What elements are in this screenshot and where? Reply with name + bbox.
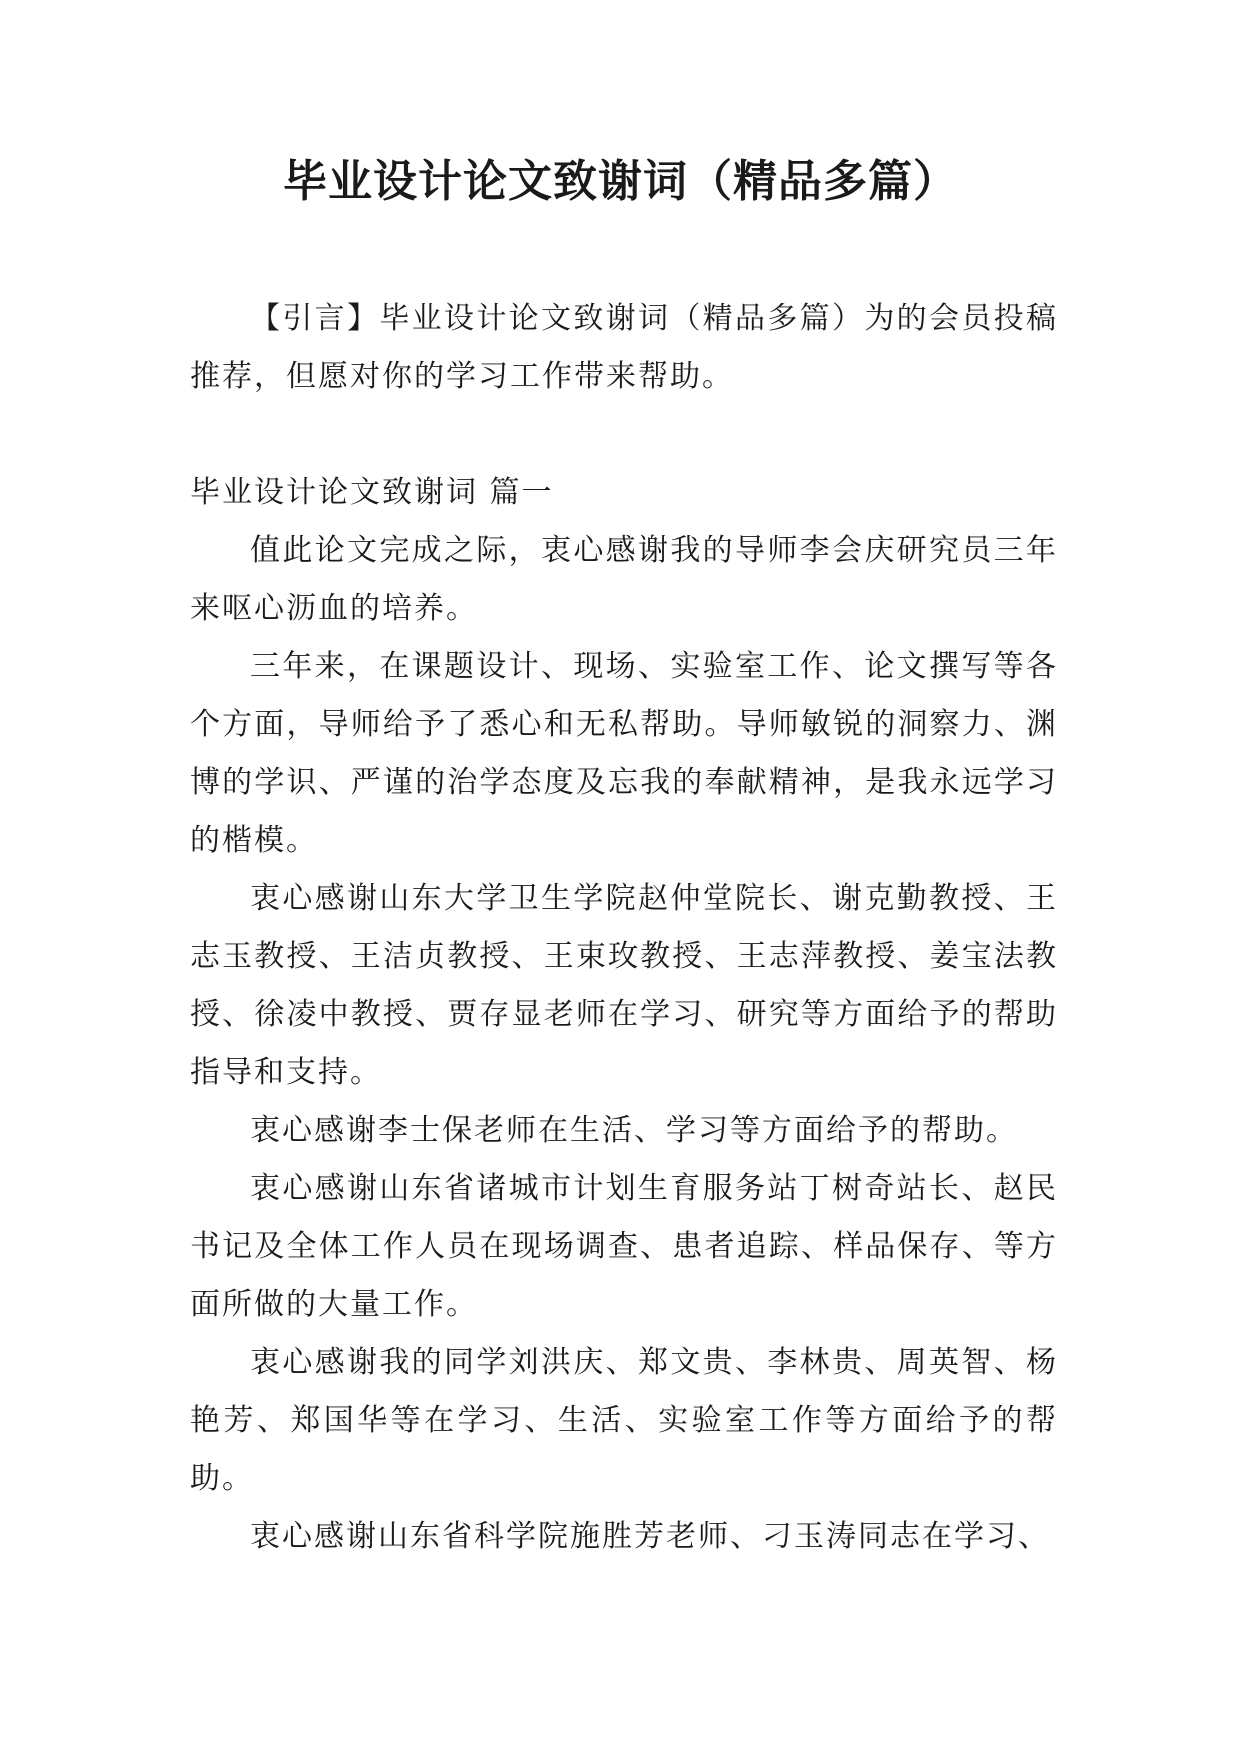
body-paragraph: 衷心感谢我的同学刘洪庆、郑文贵、李林贵、周英智、杨艳芳、郑国华等在学习、生活、实验室工作等方面给予的帮助。 (190, 1345, 1058, 1496)
document-title: 毕业设计论文致谢词（精品多篇） (283, 156, 958, 207)
intro-paragraph: 【引言】毕业设计论文致谢词（精品多篇）为的会员投稿推荐，但愿对你的学习工作带来帮助。 (190, 301, 1058, 394)
section-heading: 毕业设计论文致谢词 篇一 (190, 475, 554, 510)
body-paragraph: 衷心感谢山东省诸城市计划生育服务站丁树奇站长、赵民书记及全体工作人员在现场调查、患者追踪、样品保存、等方面所做的大量工作。 (190, 1171, 1058, 1322)
document-body (190, 290, 1058, 1566)
body-paragraph: 三年来，在课题设计、现场、实验室工作、论文撰写等各个方面，导师给予了悉心和无私帮助。导师敏锐的洞察力、渊博的学识、严谨的治学态度及忘我的奉献精神，是我永远学习的楷模。 (190, 649, 1058, 858)
body-paragraph: 衷心感谢李士保老师在生活、学习等方面给予的帮助。 (250, 1113, 1018, 1148)
body-paragraph: 衷心感谢山东省科学院施胜芳老师、刁玉涛同志在学习、 (250, 1519, 1050, 1554)
body-paragraph: 值此论文完成之际，衷心感谢我的导师李会庆研究员三年来呕心沥血的培养。 (190, 533, 1058, 626)
paragraph-gap (190, 406, 1058, 464)
body-paragraph: 衷心感谢山东大学卫生学院赵仲堂院长、谢克勤教授、王志玉教授、王洁贞教授、王束玫教授、王志萍教授、姜宝法教授、徐凌中教授、贾存显老师在学习、研究等方面给予的帮助指导和支持。 (190, 881, 1058, 1090)
